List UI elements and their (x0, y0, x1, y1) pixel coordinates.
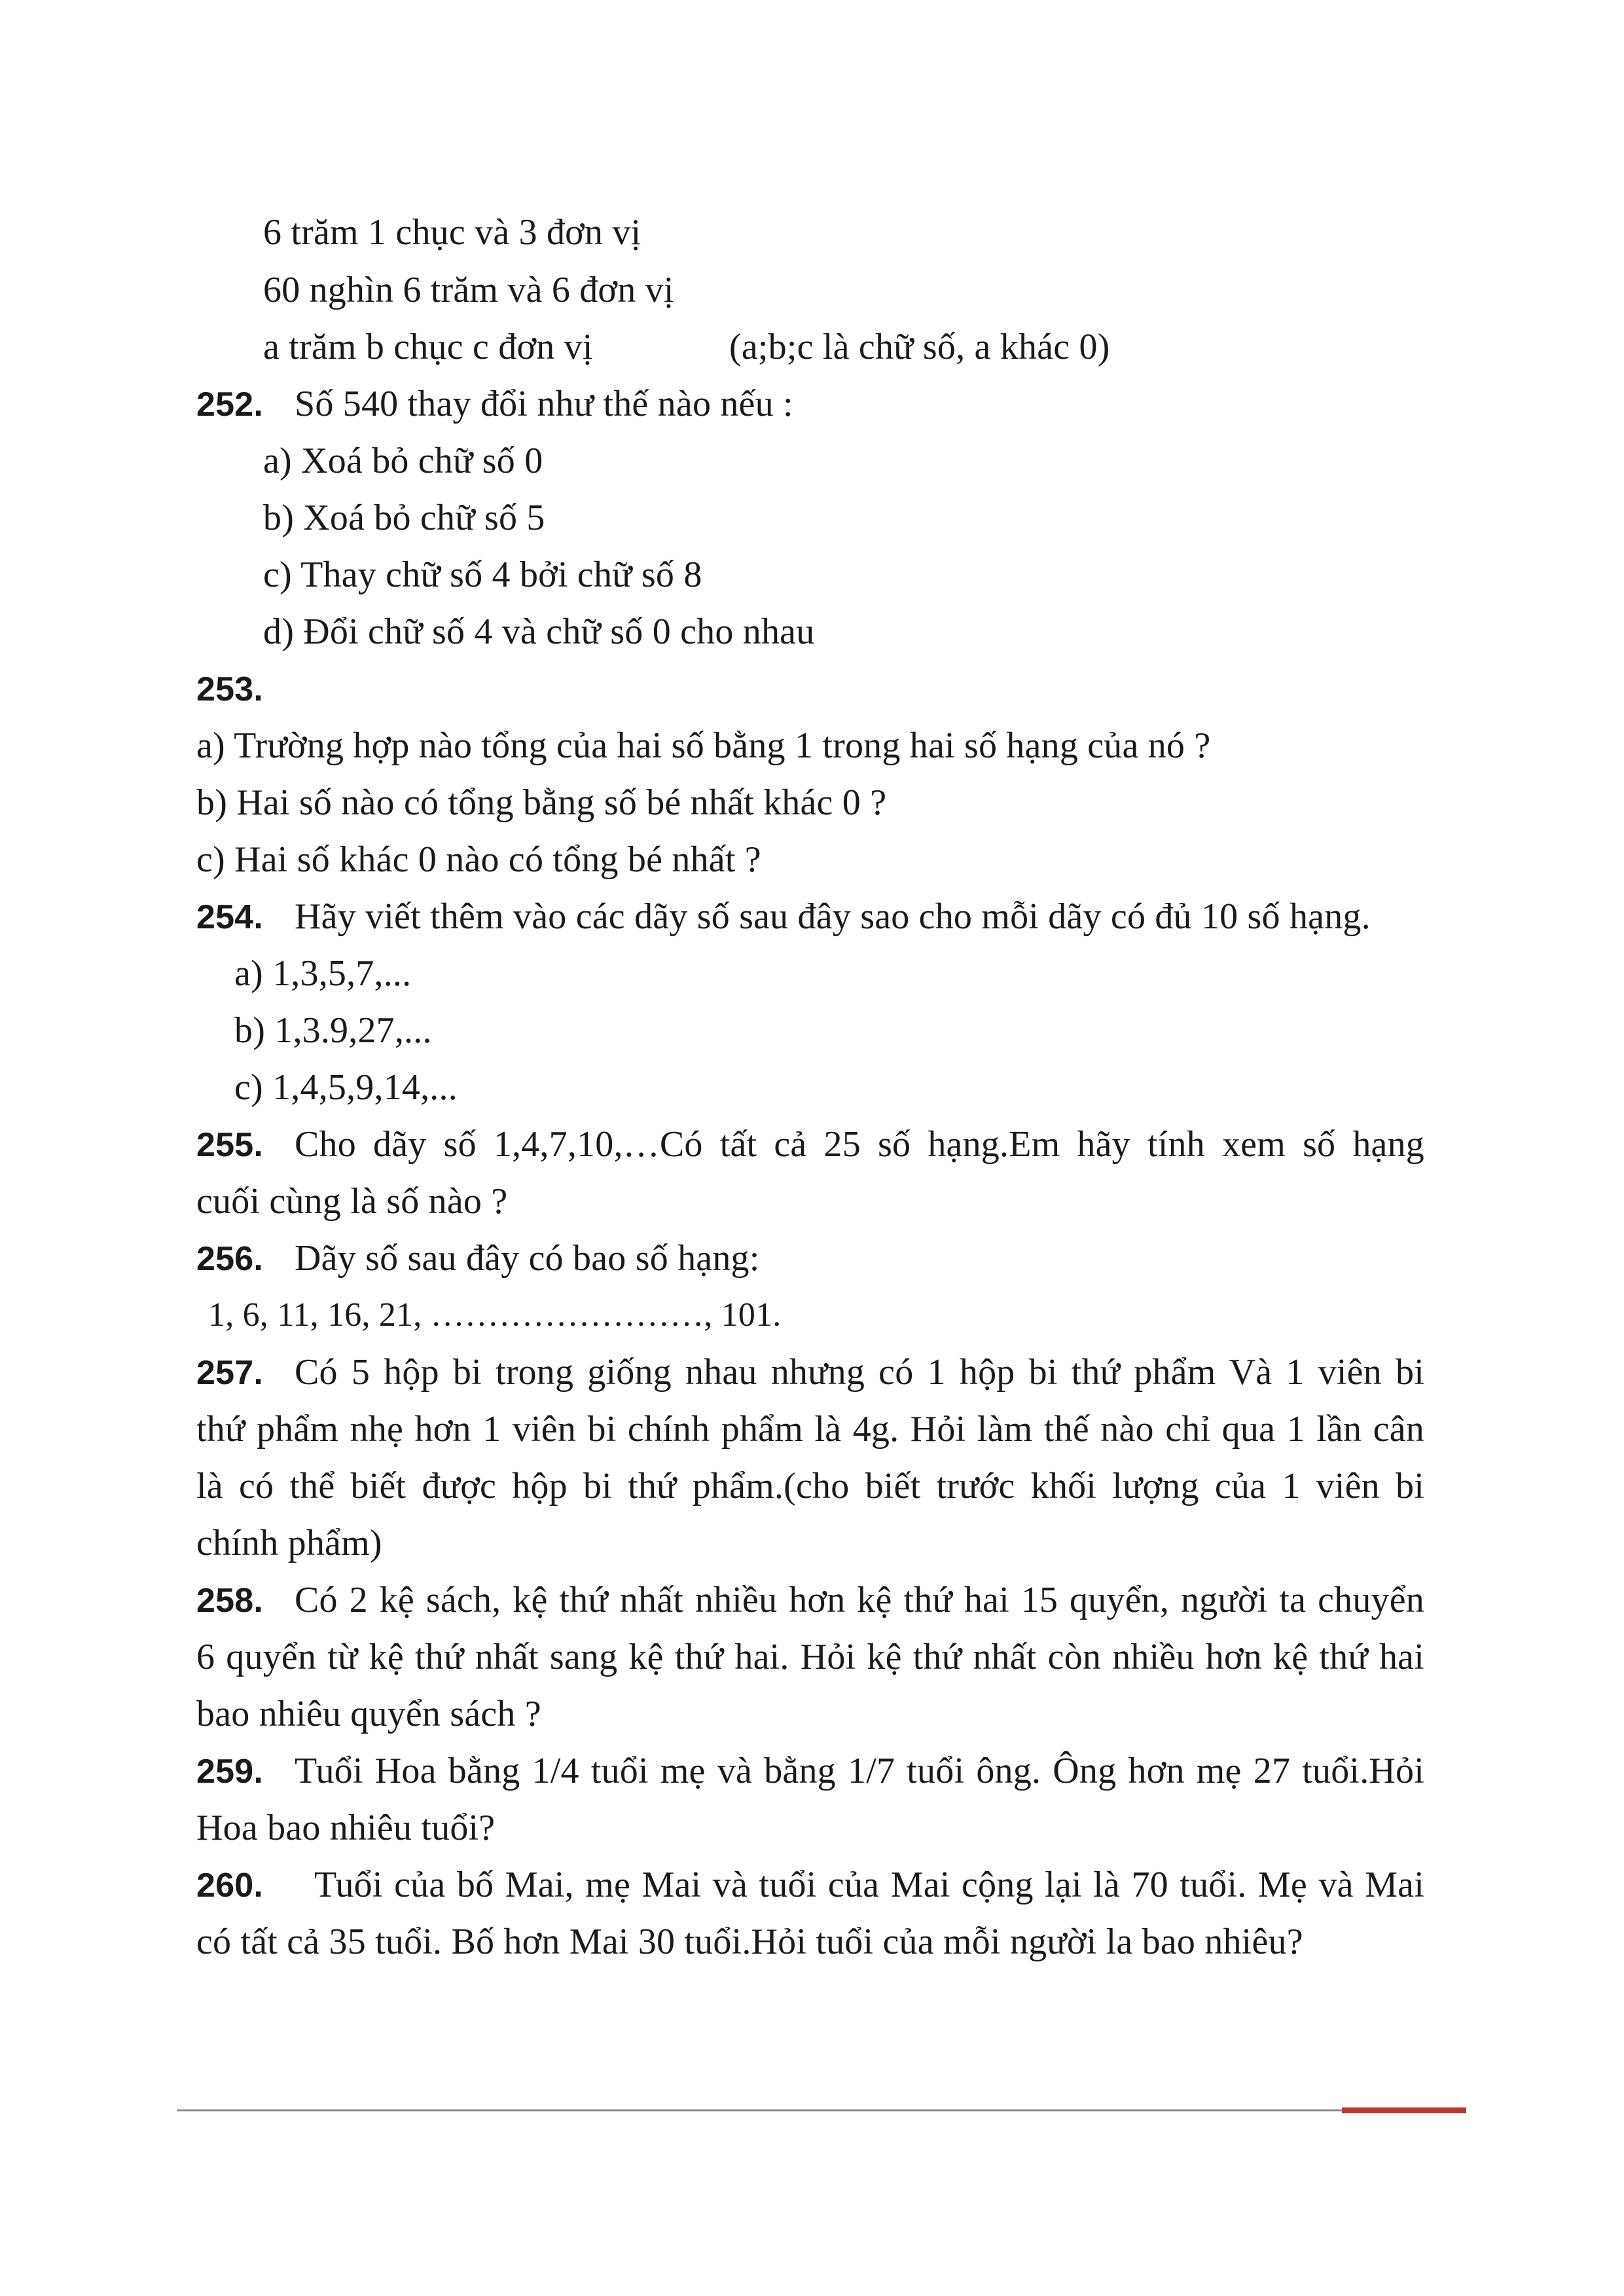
question-257 (196, 1351, 1424, 1394)
intro-line-1: 6 trăm 1 chục và 3 đơn vị (263, 212, 641, 253)
intro-line-3 (263, 325, 1110, 369)
intro-line-3-note: (a;b;c là chữ số, a khác 0) (729, 327, 1110, 367)
question-254 (196, 895, 1371, 939)
q252-item-d: d) Đổi chữ số 4 và chữ số 0 cho nhau (263, 611, 815, 652)
question-252 (196, 382, 793, 426)
q254-item-b: b) 1,3.9,27,... (234, 1010, 432, 1051)
question-text: Hãy viết thêm vào các dãy số sau đây sao cho mỗi dãy có đủ 10 số hạng. (295, 896, 1371, 937)
question-number: 254. (196, 898, 264, 936)
q256-sequence: 1, 6, 11, 16, 21, ……………………, 101. (208, 1296, 782, 1334)
q258-line-3: bao nhiêu quyển sách ? (196, 1694, 541, 1734)
question-number: 258. (196, 1582, 264, 1620)
q255-line-2: cuối cùng là số nào ? (196, 1181, 508, 1222)
question-number: 256. (196, 1240, 264, 1278)
q258-line-2: 6 quyển từ kệ thứ nhất sang kệ thứ hai. Hỏi kệ thứ nhất còn nhiều hơn kệ thứ hai (196, 1637, 1424, 1677)
q254-item-c: c) 1,4,5,9,14,... (234, 1067, 458, 1108)
q252-item-b: b) Xoá bỏ chữ số 5 (263, 498, 545, 538)
question-text-line-1: Tuổi của bố Mai, mẹ Mai và tuổi của Mai cộng lại là 70 tuổi. Mẹ và Mai (314, 1865, 1424, 1905)
question-text-line-1: Có 2 kệ sách, kệ thứ nhất nhiều hơn kệ thứ hai 15 quyển, người ta chuyển (295, 1580, 1424, 1620)
question-number: 257. (196, 1354, 264, 1392)
question-number: 252. (196, 386, 264, 424)
q252-item-a: a) Xoá bỏ chữ số 0 (263, 441, 543, 481)
question-259 (196, 1749, 1424, 1793)
question-255 (196, 1123, 1424, 1167)
question-number: 259. (196, 1753, 264, 1791)
q254-item-a: a) 1,3,5,7,... (234, 953, 412, 994)
intro-line-2: 60 nghìn 6 trăm và 6 đơn vị (263, 270, 674, 310)
question-number: 260. (196, 1867, 264, 1904)
question-text: Dãy số sau đây có bao số hạng: (295, 1238, 760, 1279)
intro-line-3-text: a trăm b chục c đơn vị (263, 327, 593, 367)
footer-accent-bar (1342, 2107, 1466, 2113)
question-number: 255. (196, 1126, 264, 1164)
q257-line-2: thứ phẩm nhẹ hơn 1 viên bi chính phẩm là 4g. Hỏi làm thế nào chỉ qua 1 lần cân (196, 1409, 1424, 1449)
question-253 (196, 667, 295, 711)
footer-divider (177, 2109, 1342, 2111)
question-text-line-1: Tuổi Hoa bằng 1/4 tuổi mẹ và bằng 1/7 tuổi ông. Ông hơn mẹ 27 tuổi.Hỏi (295, 1751, 1424, 1791)
q252-item-c: c) Thay chữ số 4 bởi chữ số 8 (263, 555, 702, 595)
q257-line-4: chính phẩm) (196, 1523, 382, 1563)
question-260 (196, 1863, 1424, 1907)
q253-item-b: b) Hai số nào có tổng bằng số bé nhất khác 0 ? (196, 782, 887, 823)
q257-line-3: là có thể biết được hộp bi thứ phẩm.(cho biết trước khối lượng của 1 viên bi (196, 1466, 1424, 1506)
q253-item-c: c) Hai số khác 0 nào có tổng bé nhất ? (196, 839, 761, 880)
question-text: Số 540 thay đổi như thế nào nếu : (295, 384, 793, 424)
question-number: 253. (196, 670, 264, 708)
q260-line-2: có tất cả 35 tuổi. Bố hơn Mai 30 tuổi.Hỏi tuổi của mỗi người la bao nhiêu? (196, 1922, 1303, 1962)
question-text-line-1: Cho dãy số 1,4,7,10,…Có tất cả 25 số hạng.Em hãy tính xem số hạng (295, 1124, 1424, 1165)
question-text-line-1: Có 5 hộp bi trong giống nhau nhưng có 1 hộp bi thứ phẩm Và 1 viên bi (295, 1352, 1424, 1393)
q253-item-a: a) Trường hợp nào tổng của hai số bằng 1 trong hai số hạng của nó ? (196, 725, 1211, 766)
question-256 (196, 1237, 760, 1281)
q259-line-2: Hoa bao nhiêu tuổi? (196, 1808, 496, 1848)
question-258 (196, 1578, 1424, 1622)
